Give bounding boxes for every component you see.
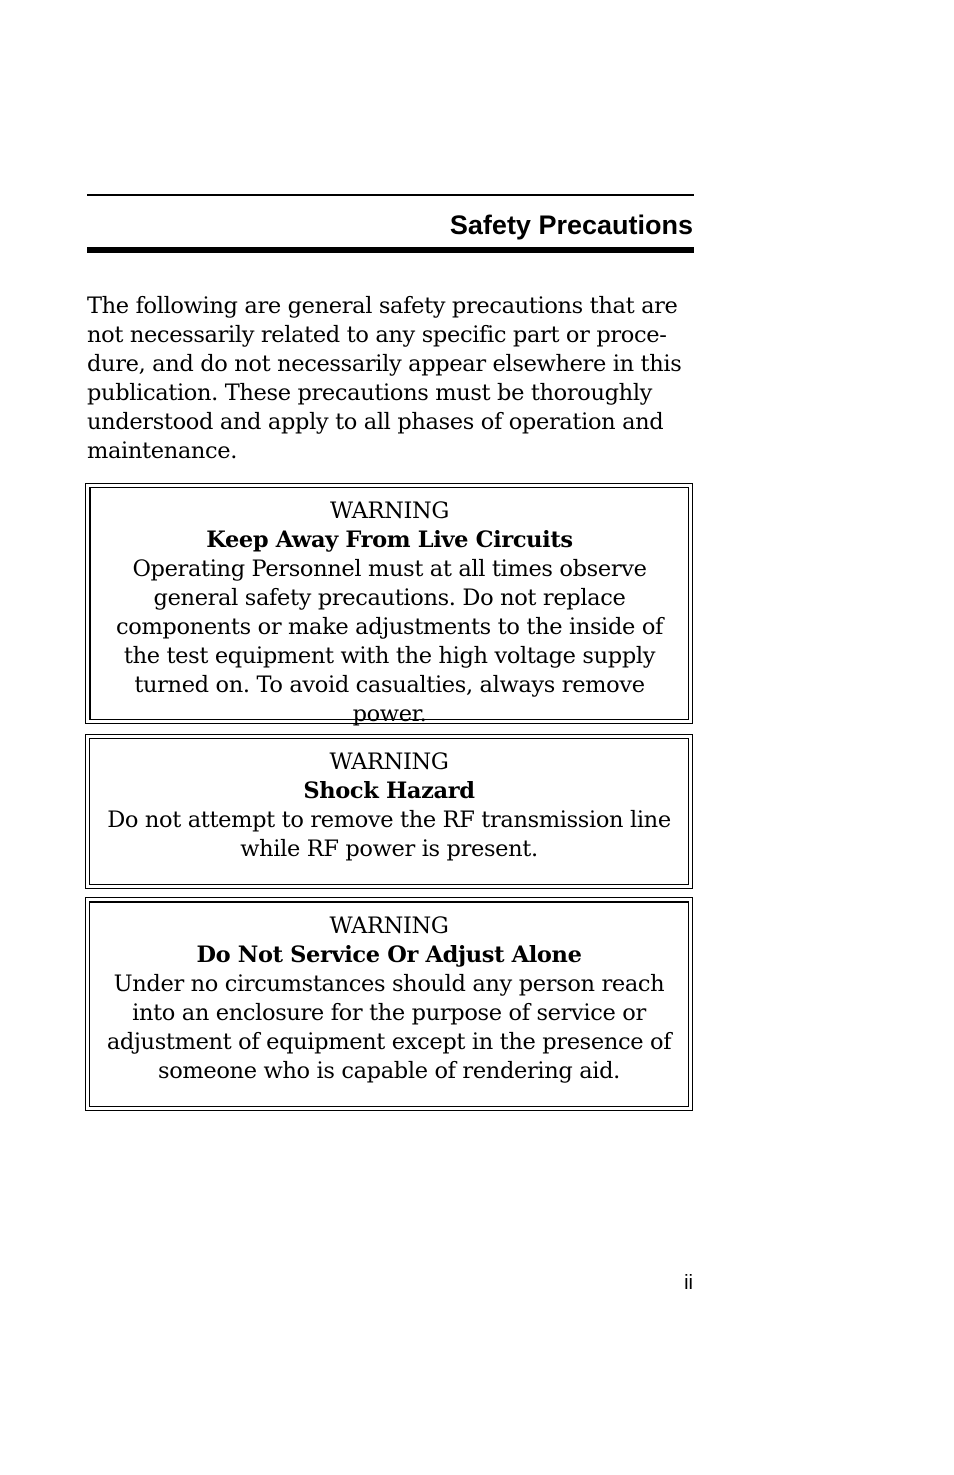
warning-title: Shock Hazard <box>303 778 475 804</box>
warning-box-inner <box>89 901 689 1107</box>
header-rule-bottom <box>87 247 694 253</box>
page-number: ii <box>684 1272 693 1294</box>
intro-paragraph: The following are general safety precautions that are not necessarily related to any specific part or proce-dure, and do not necessarily appear elsewhere in this publication. These precautions must be thoroughly understood and apply to all phases of operation and maintenance. <box>87 293 682 464</box>
warning-body: Operating Personnel must at all times observe general safety precautions. Do not replace components or make adjustments to the inside of the test equipment with the high voltage supply turned on. To avoid casualties, always remove power. <box>116 556 663 727</box>
warning-box-inner <box>89 487 689 727</box>
warning-label: WARNING <box>330 498 449 524</box>
warning-box-live-circuits <box>85 483 693 727</box>
warning-body: Under no circumstances should any person reach into an enclosure for the purpose of service or adjustment of equipment except in the presence of someone who is capable of rendering aid. <box>106 971 672 1084</box>
page-title: Safety Precautions <box>449 210 693 240</box>
warning-title: Do Not Service Or Adjust Alone <box>196 942 582 968</box>
warning-box-inner <box>89 738 689 885</box>
warning-label: WARNING <box>329 749 449 775</box>
header-rule-top <box>87 194 694 196</box>
warning-body: Do not attempt to remove the RF transmission line while RF power is present. <box>107 807 671 862</box>
warning-label: WARNING <box>329 913 449 939</box>
warning-title: Keep Away From Live Circuits <box>206 527 573 553</box>
warning-box-shock-hazard <box>85 734 693 889</box>
warning-box-service-alone <box>85 897 693 1111</box>
